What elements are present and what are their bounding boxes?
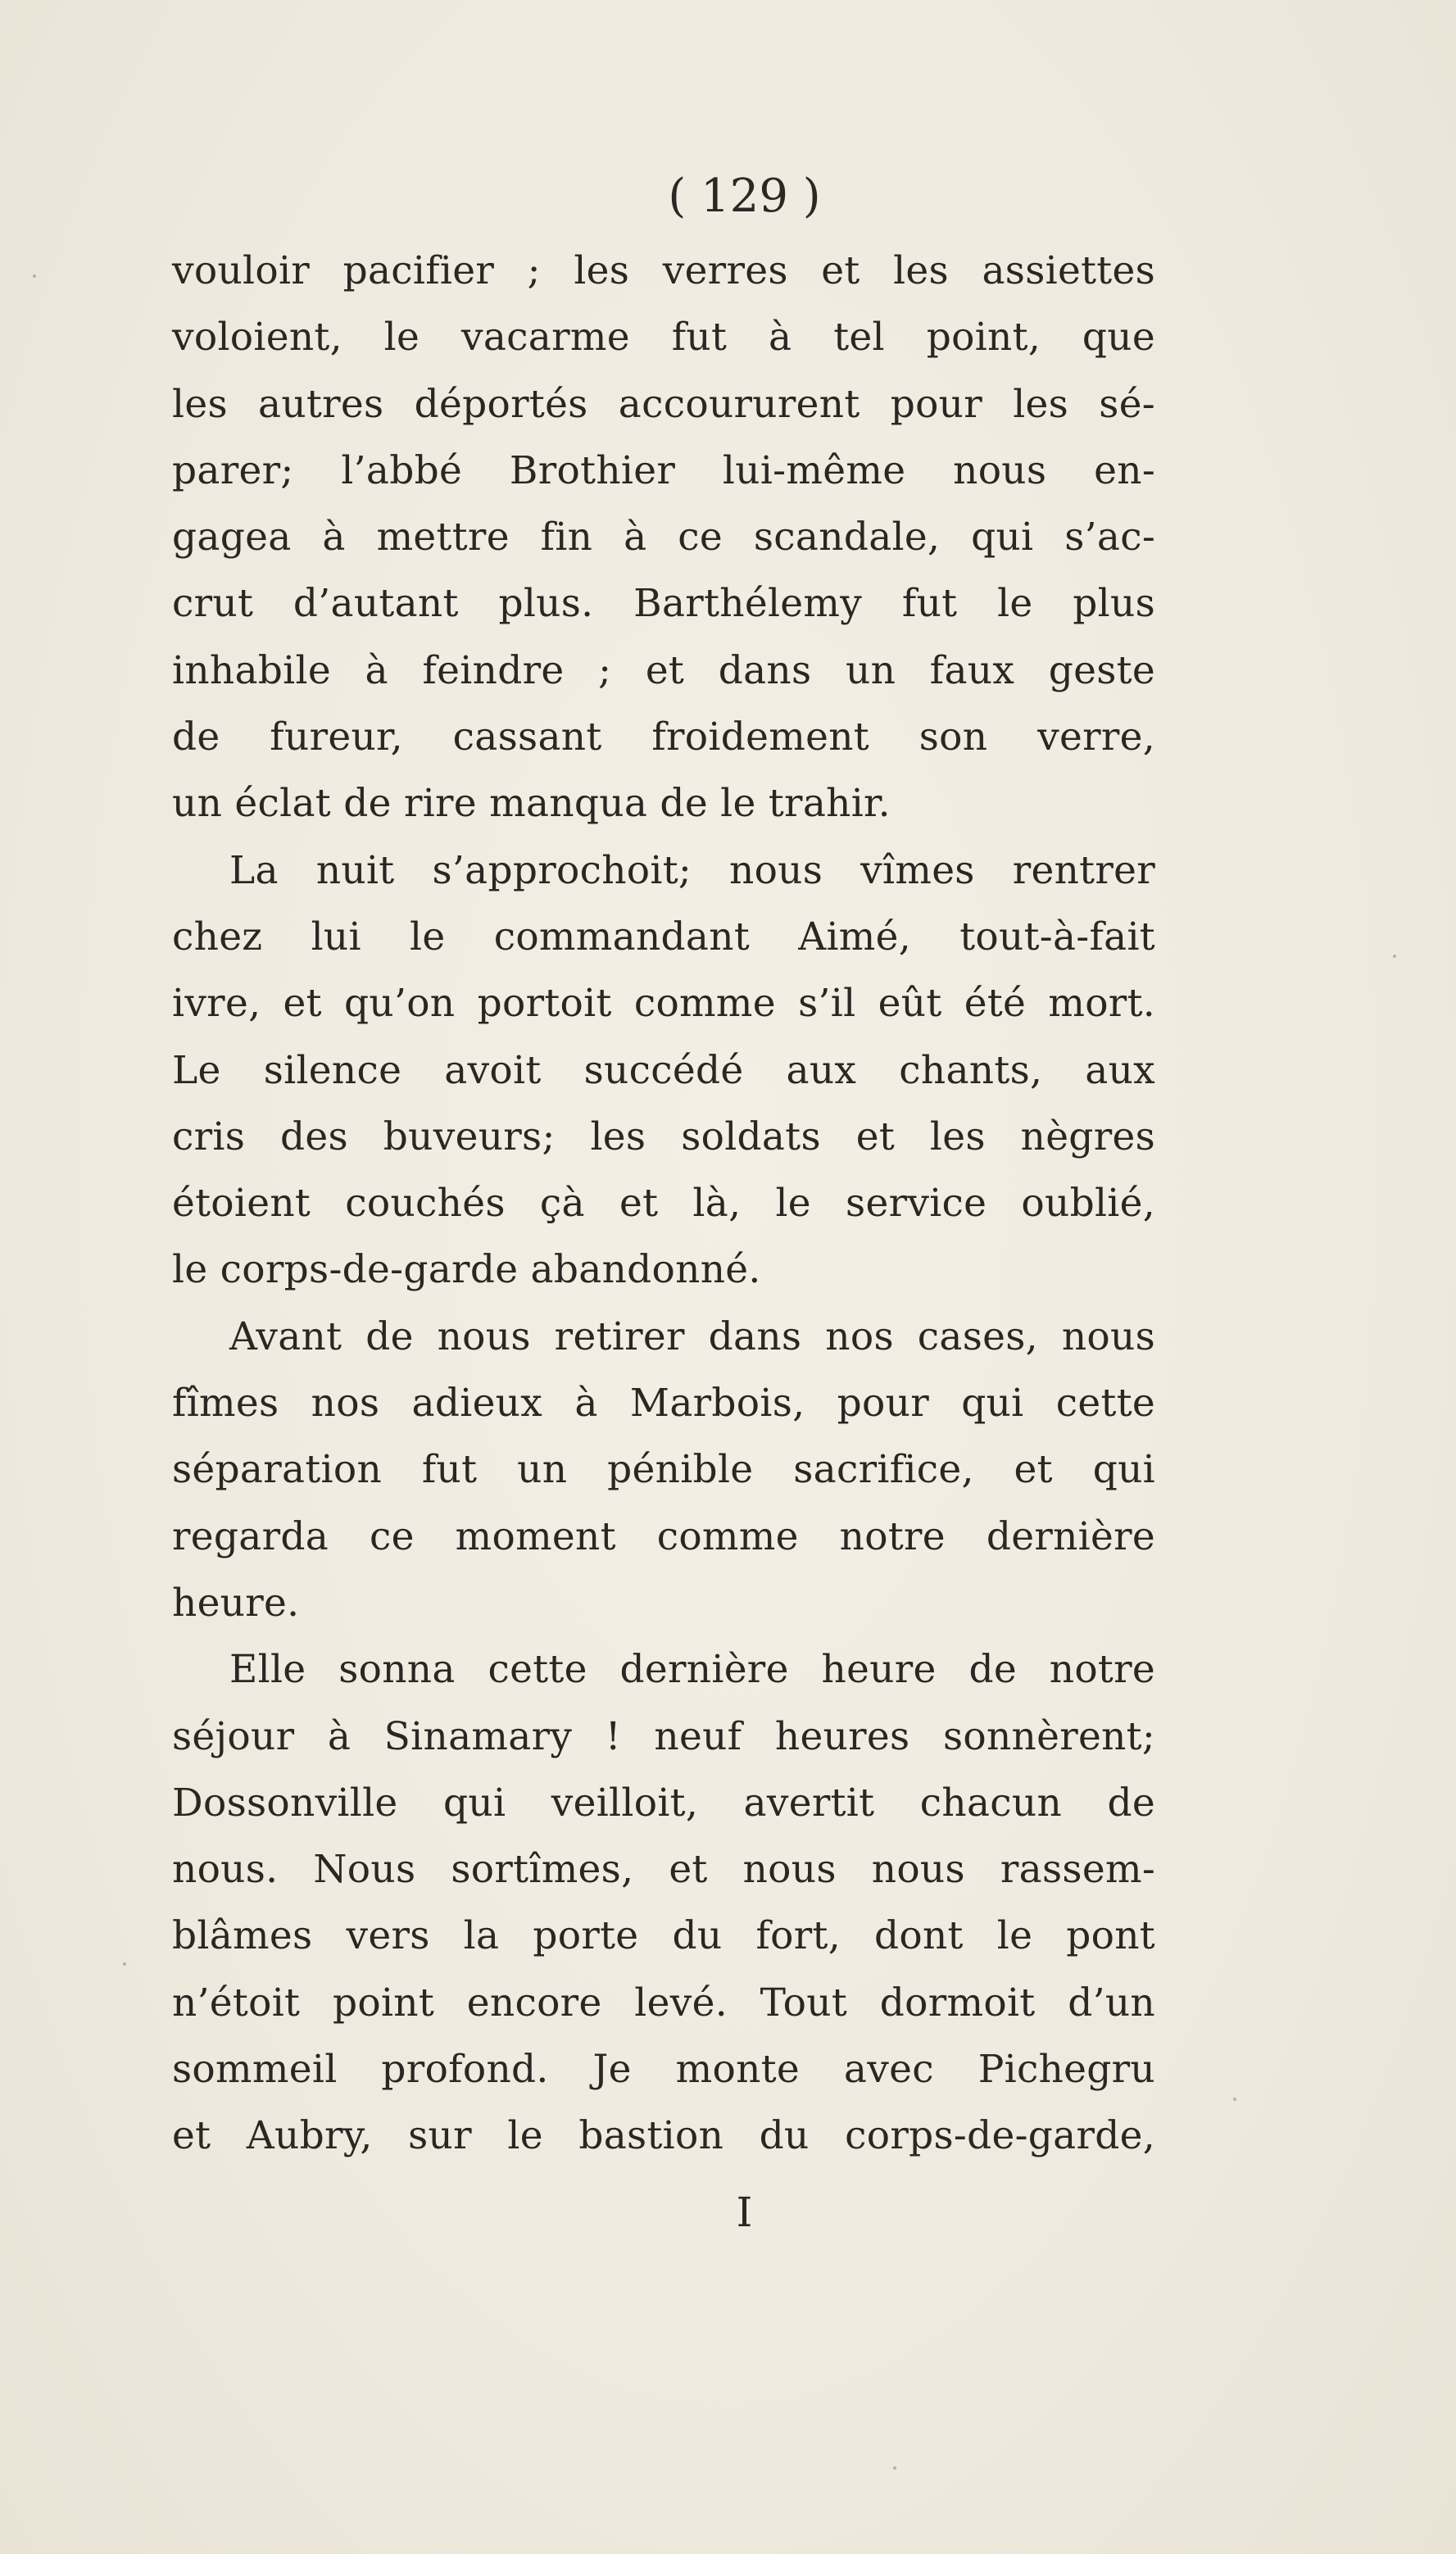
text-line: ivre, et qu’on portoit comme s’il eût été mort. bbox=[172, 981, 1155, 1027]
text-line: séparation fut un pénible sacrifice, et qui bbox=[172, 1447, 1155, 1493]
text-line: de fureur, cassant froidement son verre, bbox=[172, 714, 1155, 760]
text-line: les autres déportés accoururent pour les sé- bbox=[172, 381, 1155, 427]
text-line: sommeil profond. Je monte avec Pichegru bbox=[172, 2047, 1155, 2093]
text-line: et Aubry, sur le bastion du corps-de-garde, bbox=[172, 2113, 1155, 2159]
paper-speck bbox=[123, 1962, 126, 1966]
text-line: chez lui le commandant Aimé, tout-à-fait bbox=[172, 914, 1155, 959]
text-line: vouloir pacifier ; les verres et les assiettes bbox=[172, 248, 1155, 293]
body-text bbox=[172, 238, 1155, 2170]
text-line: Elle sonna cette dernière heure de notre bbox=[229, 1647, 1155, 1693]
text-line: cris des buveurs; les soldats et les nègres bbox=[172, 1114, 1155, 1159]
text-line: Le silence avoit succédé aux chants, aux bbox=[172, 1047, 1155, 1093]
text-line: La nuit s’approchoit; nous vîmes rentrer bbox=[229, 847, 1155, 893]
paper-speck bbox=[1393, 955, 1396, 958]
signature-mark: I bbox=[736, 2189, 753, 2236]
text-line: fîmes nos adieux à Marbois, pour qui cette bbox=[172, 1381, 1155, 1427]
text-line: nous. Nous sortîmes, et nous nous rassem- bbox=[172, 1847, 1155, 1893]
text-line: n’étoit point encore levé. Tout dormoit d’un bbox=[172, 1980, 1155, 2026]
text-line: heure. bbox=[172, 1580, 300, 1626]
text-line: voloient, le vacarme fut à tel point, que bbox=[172, 315, 1155, 361]
text-line: gagea à mettre fin à ce scandale, qui s’ac- bbox=[172, 515, 1155, 560]
page-number: ( 129 ) bbox=[668, 170, 821, 223]
text-line: parer; l’abbé Brothier lui-même nous en- bbox=[172, 447, 1155, 493]
paper-speck bbox=[893, 2466, 896, 2470]
text-line: séjour à Sinamary ! neuf heures sonnèrent; bbox=[172, 1713, 1155, 1759]
text-line: blâmes vers la porte du fort, dont le pont bbox=[172, 1913, 1155, 1959]
text-line: Dossonville qui veilloit, avertit chacun de bbox=[172, 1780, 1155, 1826]
text-line: crut d’autant plus. Barthélemy fut le plus bbox=[172, 581, 1155, 627]
text-line: un éclat de rire manqua de le trahir. bbox=[172, 781, 891, 827]
paper-speck bbox=[33, 274, 36, 278]
text-line: inhabile à feindre ; et dans un faux geste bbox=[172, 647, 1155, 693]
paper-speck bbox=[1233, 2098, 1236, 2101]
text-line: étoient couchés çà et là, le service oublié, bbox=[172, 1181, 1155, 1227]
text-line: le corps-de-garde abandonné. bbox=[172, 1247, 761, 1293]
text-line: regarda ce moment comme notre dernière bbox=[172, 1513, 1155, 1559]
text-line: Avant de nous retirer dans nos cases, nous bbox=[229, 1313, 1155, 1359]
